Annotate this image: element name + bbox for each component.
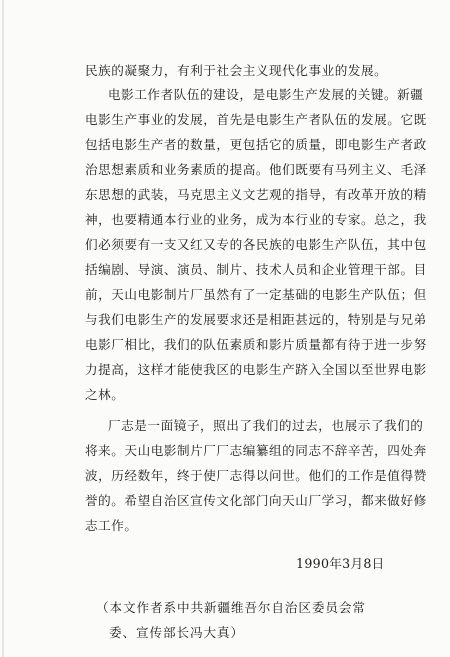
paragraph-2-line-9: 前，天山电影制片厂虽然有了一定基础的电影生产队伍；但 [85, 287, 427, 302]
paragraph-3-line-5: 志工作。 [85, 518, 138, 533]
paragraph-2-line-6: 神，也要精通本行业的业务，成为本行业的专家。总之，我 [85, 212, 427, 227]
paragraph-2-line-10: 与我们电影生产的发展要求还是相距甚远的，特别是与兄弟 [85, 312, 427, 327]
paragraph-2-line-11: 电影厂相比，我们的队伍素质和影片质量都有待于进一步努 [85, 337, 427, 352]
document-date: 1990年3月8日 [296, 556, 385, 571]
author-note-line-2: 委、宣传部长冯大真） [109, 625, 244, 640]
paragraph-2-line-5: 东思想的武装，马克思主义文艺观的指导，有改革开放的精 [85, 187, 427, 202]
paragraph-2-line-12: 力提高，这样才能使我区的电影生产跻入全国以至世界电影 [85, 362, 427, 377]
paragraph-2-line-2: 电影生产事业的发展，首先是电影生产者队伍的发展。它既 [85, 112, 427, 127]
paragraph-1-line-1: 民族的凝聚力，有利于社会主义现代化事业的发展。 [85, 63, 388, 78]
paragraph-2-line-7: 们必须要有一支又红又专的各民族的电影生产队伍，其中包 [85, 237, 427, 252]
paragraph-2-line-4: 治思想素质和业务素质的提高。他们既要有马列主义、毛泽 [85, 162, 427, 177]
paragraph-3-line-3: 波，历经数年，终于使厂志得以问世。他们的工作是值得赞 [85, 468, 427, 483]
paragraph-3-line-1: 厂志是一面镜子，照出了我们的过去，也展示了我们的 [108, 418, 424, 433]
paragraph-2-line-3: 包括电影生产者的数量，更包括它的质量，即电影生产者政 [85, 137, 427, 152]
paragraph-2-line-13: 之林。 [85, 387, 125, 402]
paragraph-2-line-8: 括编剧、导演、演员、制片、技术人员和企业管理干部。目 [85, 262, 427, 277]
paragraph-2-line-1: 电影工作者队伍的建设，是电影生产发展的关键。新疆 [108, 87, 424, 102]
author-note-line-1: （本文作者系中共新疆维吾尔自治区委员会常 [96, 600, 366, 615]
paragraph-3-line-2: 将来。天山电影制片厂厂志编纂组的同志不辞辛苦，四处奔 [85, 443, 427, 458]
paragraph-3-line-4: 誉的。希望自治区宣传文化部门向天山厂学习，都来做好修 [85, 493, 427, 508]
